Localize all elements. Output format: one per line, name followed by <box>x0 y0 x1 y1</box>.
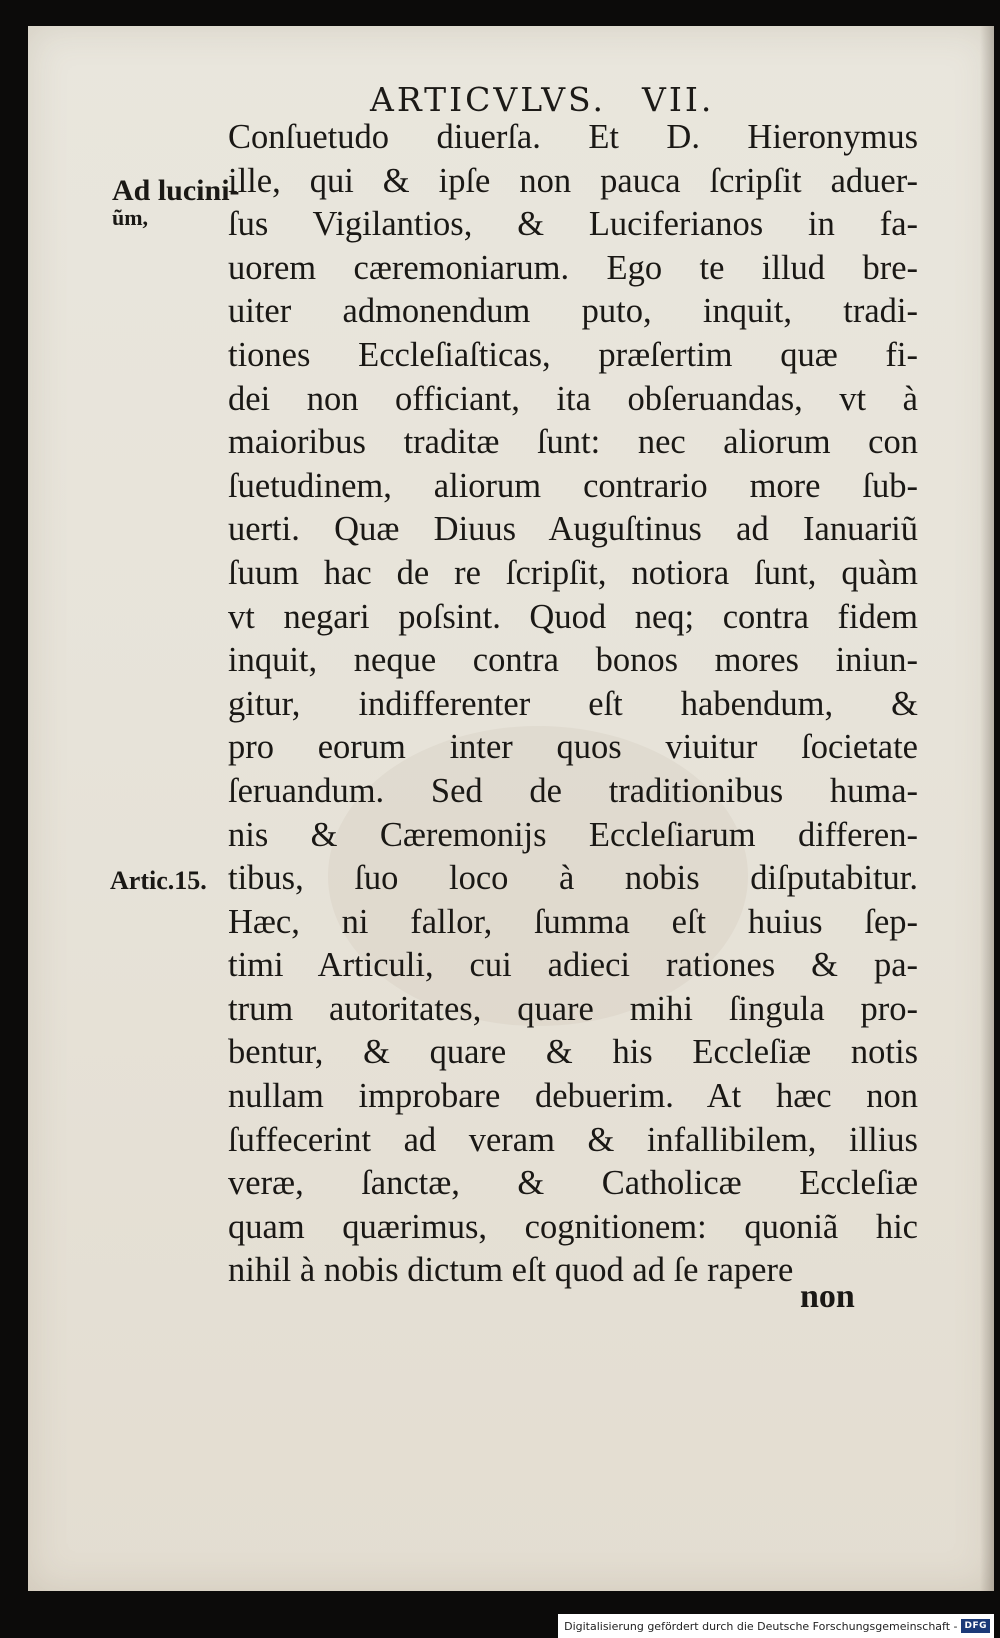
text-line: tibus, ſuo loco à nobis diſputabitur. <box>228 859 918 898</box>
text-line: ſeruandum. Sed de traditionibus huma- <box>228 771 918 810</box>
text-line: maioribus traditæ ſunt: nec aliorum con <box>228 423 918 462</box>
text-line: pro eorum inter quos viuitur ſocietate <box>228 728 918 767</box>
text-line: uorem cæremoniarum. Ego te illud bre- <box>228 248 918 287</box>
running-head-number: VII. <box>641 80 715 119</box>
text-line: inquit, neque contra bonos mores iniun- <box>228 641 918 680</box>
text-line: ſuffecerint ad veram & infallibilem, illius <box>228 1120 918 1159</box>
text-line: nullam improbare debuerim. At hæc non <box>228 1077 918 1116</box>
text-line: nis & Cæremonijs Eccleſiarum differen- <box>228 815 918 854</box>
footer-text: Digitalisierung gefördert durch die Deutsche Forschungsgemeinschaft - <box>564 1619 958 1633</box>
running-head <box>370 80 890 119</box>
text-line: quam quærimus, cognitionem: quoniã hic <box>228 1207 918 1246</box>
text-line: tiones Eccleſiaſticas, præſertim quæ fi- <box>228 335 918 374</box>
text-line: ſus Vigilantios, & Luciferianos in fa- <box>228 205 918 244</box>
text-line: ſuum hac de re ſcripſit, notiora ſunt, quàm <box>228 553 918 592</box>
text-line: Conſuetudo diuerſa. Et D. Hieronymus <box>228 118 918 156</box>
body-text <box>228 116 918 1293</box>
text-line: dei non officiant, ita obſeruandas, vt à <box>228 379 918 418</box>
running-head-title: ARTICVLVS. <box>370 80 606 119</box>
text-line: timi Articuli, cui adieci rationes & pa- <box>228 946 918 985</box>
margin-note-1-sub: ũm, <box>112 205 149 230</box>
margin-note-ad-lucinium <box>112 176 240 230</box>
margin-note-1-main: Ad lucini- <box>112 174 240 207</box>
text-line: trum autoritates, quare mihi ſingula pro- <box>228 989 918 1028</box>
text-line: gitur, indifferenter eſt habendum, & <box>228 684 918 723</box>
text-line: uiter admonendum puto, inquit, tradi- <box>228 292 918 331</box>
text-line: nihil à nobis dictum eſt quod ad ſe rapere <box>228 1251 794 1290</box>
page-edge-shadow <box>980 26 994 1591</box>
text-line: vt negari poſsint. Quod neq; contra fidem <box>228 597 918 636</box>
dfg-logo-icon: DFG <box>961 1619 990 1633</box>
footer-credit <box>558 1614 994 1638</box>
text-line: Hæc, ni fallor, ſumma eſt huius ſep- <box>228 902 918 941</box>
text-line: uerti. Quæ Diuus Auguſtinus ad Ianuariũ <box>228 510 918 549</box>
catchword: non <box>800 1278 855 1315</box>
text-line: bentur, & quare & his Eccleſiæ notis <box>228 1033 918 1072</box>
text-line: ſuetudinem, aliorum contrario more ſub- <box>228 466 918 505</box>
text-line: ille, qui & ipſe non pauca ſcripſit aduer- <box>228 161 918 200</box>
margin-note-artic: Artic.15. <box>110 866 207 895</box>
text-line: veræ, ſanctæ, & Catholicæ Eccleſiæ <box>228 1164 918 1203</box>
